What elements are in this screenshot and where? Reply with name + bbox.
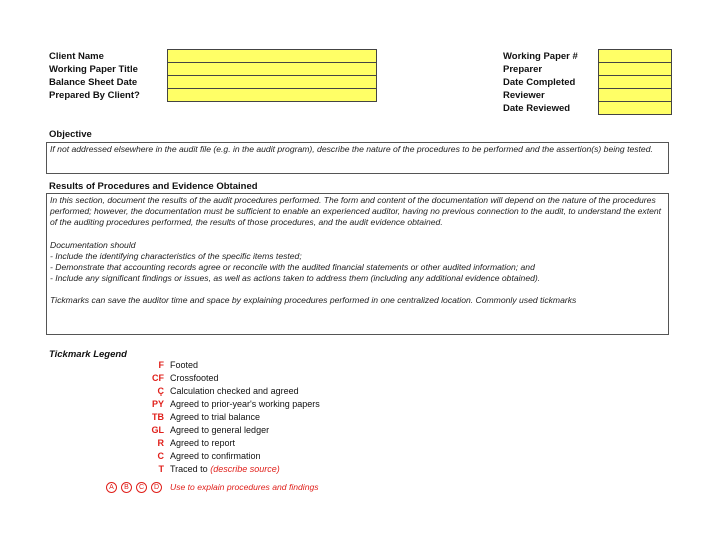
describe-source-note: (describe source): [210, 464, 280, 474]
working-paper-number-label: Working Paper #: [503, 51, 578, 62]
tickmark-code: F: [158, 360, 164, 370]
results-intro-text: In this section, document the results of the audit procedures performed. The form and content of the documentation will depend on the nature of the procedures performed; however, the documentation must be sufficient to enable an experienced auditor, having no previous connection to the audit, to understand the extent of the auditing procedures performed, the results of those procedures, and the audit evidence obtained.: [50, 195, 662, 228]
working-paper-title-field[interactable]: [167, 62, 377, 76]
tickmark-desc-text: Traced to: [170, 464, 208, 474]
tickmark-code: CF: [152, 373, 164, 383]
prepared-by-client-field[interactable]: [167, 88, 377, 102]
date-completed-field[interactable]: [598, 75, 672, 89]
tickmark-code: R: [157, 438, 164, 448]
circle-a-icon: A: [106, 482, 117, 493]
documentation-heading: Documentation should: [50, 239, 136, 250]
date-completed-label: Date Completed: [503, 77, 576, 88]
preparer-label: Preparer: [503, 64, 543, 75]
tickmark-row: [100, 385, 400, 398]
prepared-by-client-label: Prepared By Client?: [49, 90, 140, 101]
date-reviewed-label: Date Reviewed: [503, 103, 571, 114]
balance-sheet-date-field[interactable]: [167, 75, 377, 89]
objective-text: If not addressed elsewhere in the audit file (e.g. in the audit program), describe the nature of the procedures to be performed and the assertion(s) being tested.: [50, 144, 653, 154]
documentation-item: - Demonstrate that accounting records agree or reconcile with the audited financial statements or other audited information; and: [50, 262, 535, 273]
tickmark-desc: Crossfooted: [170, 373, 219, 383]
circle-d-icon: D: [151, 482, 162, 493]
tickmark-desc: Agreed to confirmation: [170, 451, 261, 461]
objective-title: Objective: [49, 129, 92, 140]
circle-note: Use to explain procedures and findings: [170, 482, 319, 492]
results-box[interactable]: [46, 193, 669, 335]
preparer-field[interactable]: [598, 62, 672, 76]
reviewer-field[interactable]: [598, 88, 672, 102]
tickmark-row: [100, 463, 400, 476]
tickmark-row: [100, 450, 400, 463]
tickmark-row: [100, 437, 400, 450]
tickmark-desc: Agreed to report: [170, 438, 236, 448]
tickmark-row: [100, 424, 400, 437]
tickmark-code: C: [157, 451, 164, 461]
tickmark-row: [100, 372, 400, 385]
objective-box[interactable]: [46, 142, 669, 174]
circled-tickmarks: [106, 482, 366, 494]
documentation-item: - Include the identifying characteristics of the specific items tested;: [50, 250, 302, 261]
tickmark-row: [100, 359, 400, 372]
tickmark-row: [100, 411, 400, 424]
tickmark-desc: Calculation checked and agreed: [170, 386, 299, 396]
tickmark-row: [100, 398, 400, 411]
tickmark-desc: Footed: [170, 360, 199, 370]
circle-b-icon: B: [121, 482, 132, 493]
tickmark-code: GL: [151, 425, 164, 435]
tickmark-code: TB: [152, 412, 164, 422]
tickmark-desc: Agreed to general ledger: [170, 425, 270, 435]
documentation-item: - Include any significant findings or issues, as well as actions taken to address them (including any additional evidence obtained).: [50, 273, 541, 284]
balance-sheet-date-label: Balance Sheet Date: [49, 77, 138, 88]
tickmark-code: T: [158, 464, 164, 474]
working-paper-number-field[interactable]: [598, 49, 672, 63]
tickmark-code: Ç: [157, 386, 164, 396]
client-name-label: Client Name: [49, 51, 104, 62]
tickmark-desc: Agreed to trial balance: [170, 412, 261, 422]
circle-c-icon: C: [136, 482, 147, 493]
results-title: Results of Procedures and Evidence Obtained: [49, 181, 258, 192]
tickmark-desc: [170, 463, 280, 476]
tickmark-legend-title: Tickmark Legend: [49, 349, 127, 360]
client-name-field[interactable]: [167, 49, 377, 63]
tickmarks-note-text: Tickmarks can save the auditor time and space by explaining procedures performed in one centralized location. Commonly used tickmarks: [50, 295, 577, 306]
tickmark-code: PY: [151, 399, 164, 409]
reviewer-label: Reviewer: [503, 90, 545, 101]
working-paper-title-label: Working Paper Title: [49, 64, 138, 75]
tickmark-desc: Agreed to prior-year's working papers: [170, 399, 320, 409]
date-reviewed-field[interactable]: [598, 101, 672, 115]
